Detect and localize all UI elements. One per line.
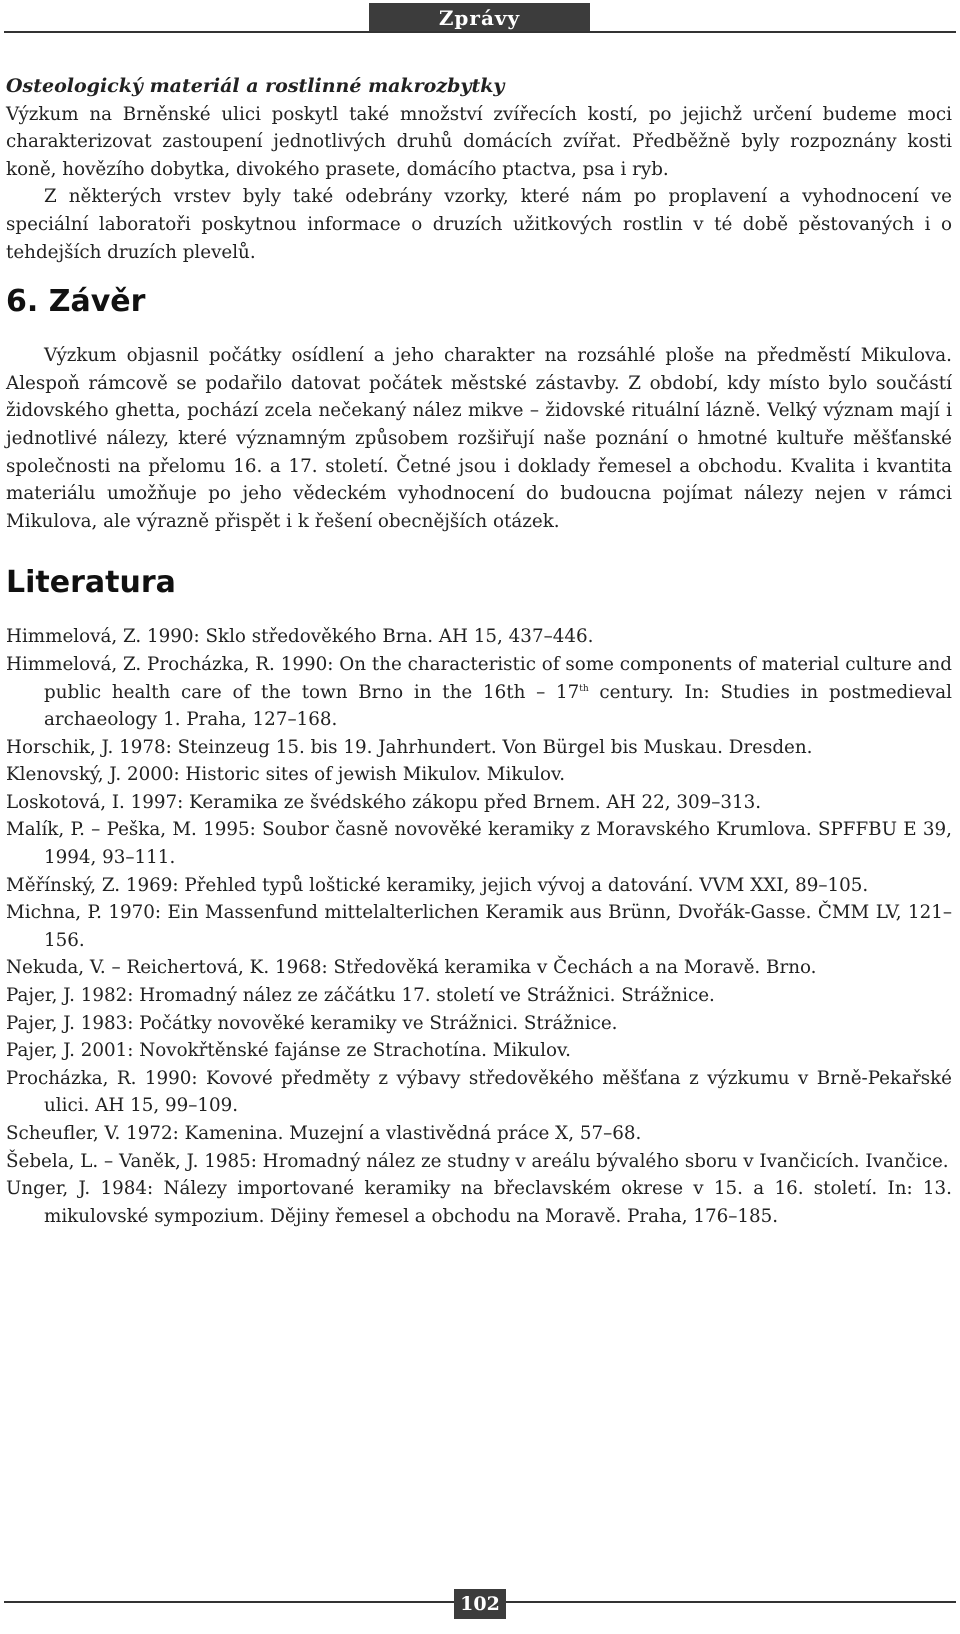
header-divider <box>4 31 956 33</box>
reference-item: Procházka, R. 1990: Kovové předměty z výbavy středověkého měšťana z výzkumu v Brně-Pekařské ulici. AH 15, 99–109. <box>6 1067 952 1117</box>
reference-item: Scheufler, V. 1972: Kamenina. Muzejní a vlastivědná práce X, 57–68. <box>6 1123 642 1144</box>
reference-item: Himmelová, Z. 1990: Sklo středověkého Brna. AH 15, 437–446. <box>6 626 594 648</box>
reference-item: Klenovský, J. 2000: Historic sites of jewish Mikulov. Mikulov. <box>6 764 566 786</box>
paragraph-conclusion: Výzkum objasnil počátky osídlení a jeho charakter na rozsáhlé ploše na předměstí Mikulova. Alespoň rámcově se podařilo datovat počátek městské zástavby. Z období, kdy místo bylo součástí židovského ghetta, pochází zcela nečekaný nález mikve – židovské rituální lázně. Velký význam mají i jednotlivé nálezy, které významným způsobem rozšiřují naše poznání o hmotné kultuře měšťanské společnosti na přelomu 16. a 17. století. Četné jsou i doklady řemesel a obchodu. Kvalita i kvantita materiálu umožňuje po jeho vědeckém vyhodnocení do budoucna pojímat nálezy nejen v rámci Mikulova, ale výrazně přispět i k řešení obecnějších otázek. <box>6 345 952 532</box>
section-heading-literature: Literatura <box>6 565 176 601</box>
reference-item: Pajer, J. 1983: Počátky novověké keramiky ve Strážnici. Strážnice. <box>6 1012 618 1034</box>
superscript-th: th <box>579 683 589 694</box>
article-body <box>6 73 952 1230</box>
reference-item: Horschik, J. 1978: Steinzeug 15. bis 19. Jahrhundert. Von Bürgel bis Muskau. Dresden. <box>6 736 813 758</box>
reference-item: Malík, P. – Peška, M. 1995: Soubor časně novověké keramiky z Moravského Krumlova. SPFFBU E 39, 1994, 93–111. <box>6 819 952 869</box>
reference-list <box>6 623 952 1230</box>
paragraph-osteology: Výzkum na Brněnské ulici poskytl také množství zvířecích kostí, po jejichž určení budeme moci charakterizovat zastoupení jednotlivých druhů domácích zvířat. Předběžně byly rozpoznány kosti koně, hovězího dobytka, divokého prasete, domácího ptactva, psa i ryb. <box>6 103 952 180</box>
reference-text: century. In: Studies in postmedieval archaeology 1. Praha, 127–168. <box>44 681 952 731</box>
section-header-tab: Zprávy <box>369 3 590 31</box>
reference-text: Himmelová, Z. Procházka, R. 1990: On the characteristic of some components of material culture and public health care of the town Brno in the 16th – 17 <box>6 653 952 703</box>
reference-item: Šebela, L. – Vaněk, J. 1985: Hromadný nález ze studny v areálu bývalého sboru v Ivančicích. Ivančice. <box>6 1150 949 1172</box>
reference-item: Unger, J. 1984: Nálezy importované keramiky na břeclavském okrese v 15. a 16. století. In: 13. mikulovské sympozium. Dějiny řemesel a obchodu na Moravě. Praha, 176–185. <box>6 1178 952 1227</box>
reference-item: Měřínský, Z. 1969: Přehled typů loštické keramiky, jejich vývoj a datování. VVM XXI, 89–105. <box>6 874 869 896</box>
subsection-title: Osteologický materiál a rostlinné makrozbytky <box>6 75 505 97</box>
reference-item: Loskotová, I. 1997: Keramika ze švédského zákopu před Brnem. AH 22, 309–313. <box>6 791 762 813</box>
reference-item: Pajer, J. 2001: Novokřtěnské fajánse ze Strachotína. Mikulov. <box>6 1040 571 1062</box>
section-heading-conclusion: 6. Závěr <box>6 284 146 320</box>
page-number: 102 <box>454 1589 506 1619</box>
reference-item: Michna, P. 1970: Ein Massenfund mittelalterlichen Keramik aus Brünn, Dvořák-Gasse. ČMM LV, 121–156. <box>6 902 952 951</box>
reference-item: Pajer, J. 1982: Hromadný nález ze záčátku 17. století ve Strážnici. Strážnice. <box>6 985 715 1007</box>
reference-item: Nekuda, V. – Reichertová, K. 1968: Středověká keramika v Čechách a na Moravě. Brno. <box>6 957 817 979</box>
paragraph-plant-remains: Z některých vrstev byly také odebrány vzorky, které nám po proplavení a vyhodnocení ve speciální laboratoři poskytnou informace o druzích užitkových rostlin v té době pěstovaných i o tehdejších druzích plevelů. <box>6 186 952 263</box>
reference-item <box>6 651 952 734</box>
